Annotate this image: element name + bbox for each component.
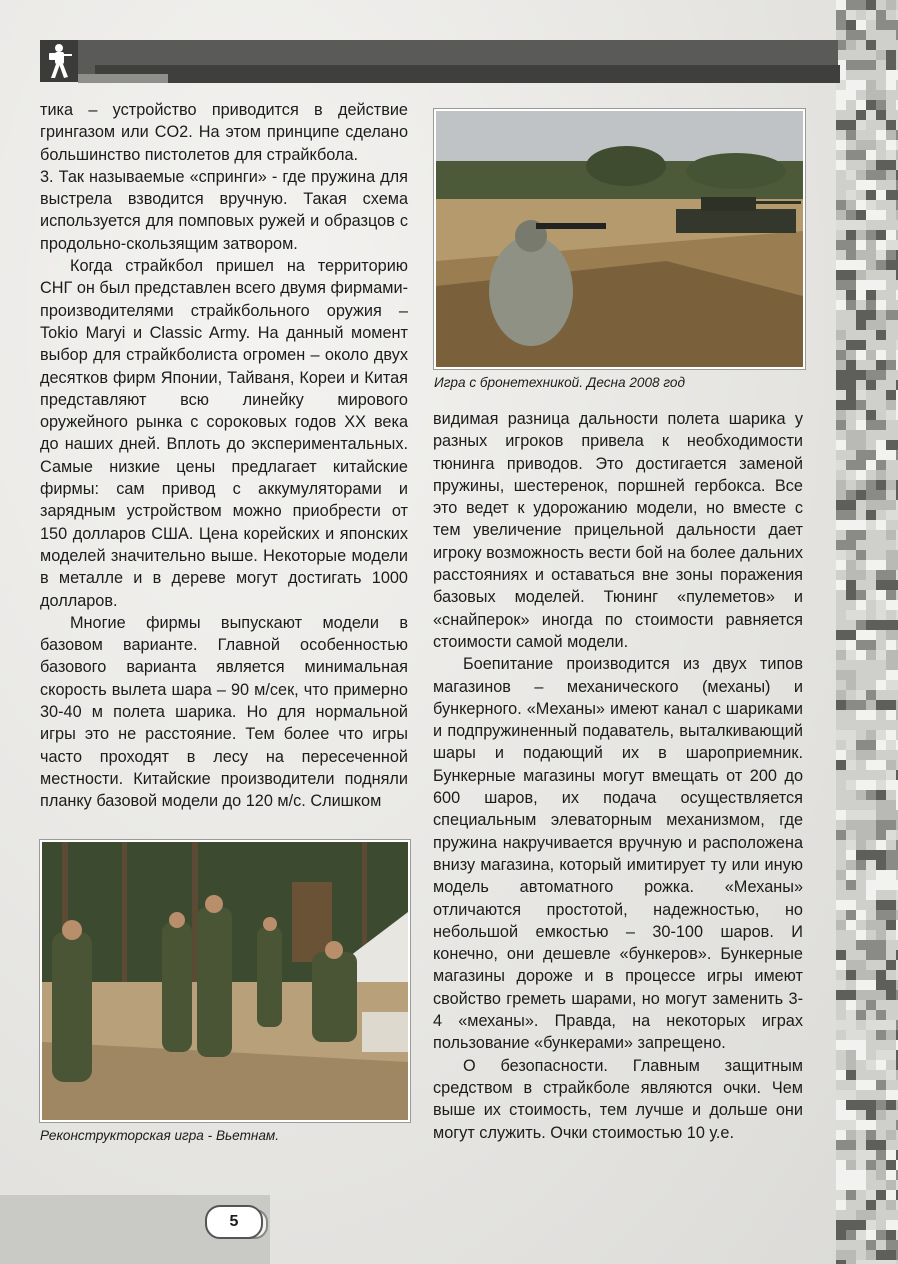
paragraph: Боепитание производится из двух типов магазинов – механического (механы) и бункерного. «Механы» имеют канал с шариками и подпружиненный подаватель, выталкивающий шары и подающий их в шароприемник. Бункерные магазины могут вмещать от 200 до 600 шаров, их подача осуществляется специальным элеваторным механизмом, где пружина накручивается вручную и расположена внизу магазина, который имитирует ту или иную модель автоматного рожка. «Механы» отличаются простотой, надежностью, но небольшой емкостью – 30-100 шаров. И конечно, они дешевле «бункеров». Бункерные магазины дороже и в процессе игры имеют свойство греметь шарами, но могут заменить 3-4 «механы». Правда, на некоторых играх пользование «бункерами» запрещено.: [433, 655, 803, 1053]
photo-vietnam-reenactment: [40, 840, 410, 1122]
left-column: [40, 99, 408, 813]
right-column: [433, 408, 803, 1144]
photo-caption: Игра с бронетехникой. Десна 2008 год: [434, 375, 686, 390]
camo-sidebar: [836, 0, 898, 1264]
paragraph: видимая разница дальности полета шарика у разных игроков привела к необходимости тюнинга приводов. Это достигается заменой пружины, шестеренок, поршней гербокса. Все это ведет к удорожанию модели, но вместе с тем увеличение прицельной дальности дает игроку возможность вести бой на более дальних расстояниях и оставаться вне зоны поражения базовых моделей. Тюнинг «пулеметов» и «снайперок» иногда по стоимости равняется стоимости самой модели.: [433, 410, 803, 651]
header-tab: [40, 40, 78, 82]
photo-vietnam-reenactment-image: [42, 842, 408, 1120]
soldier-icon: [40, 40, 78, 82]
photo-caption: Реконструкторская игра - Вьетнам.: [40, 1128, 280, 1143]
paragraph: тика – устройство приводится в действие грингазом или CO2. На этом принципе сделано большинство пистолетов для страйкбола.: [40, 101, 408, 164]
photo-armor-game: [434, 109, 805, 369]
paragraph: Многие фирмы выпускают модели в базовом варианте. Главной особенностью базового варианта является минимальная скорость вылета шара – 90 м/сек, что примерно 30-40 м полета шарика. Но для нормальной игры это не расстояние. Тем более что игры часто проходят в лесу на пересеченной местности. Китайские производители подняли планку базовой модели до 120 м/с. Слишком: [40, 613, 408, 811]
paragraph: 3. Так называемые «спринги» - где пружина для выстрела взводится вручную. Такая схема используется для помповых ружей и образцов с продольно-скользящим затвором.: [40, 167, 408, 253]
page-number: 5: [205, 1205, 263, 1239]
paragraph: Когда страйкбол пришел на территорию СНГ он был представлен всего двумя фирмами-производителями страйкбольного оружия – Tokio Maryi и Classic Army. На данный момент выбор для страйкболиста огромен – около двух десятков фирм Японии, Тайваня, Кореи и Китая представляют всю линейку мирового оружейного рынка с сороковых годов XX века до наших дней. Вплоть до экспериментальных. Самые низкие цены предлагает китайские фирмы: сам привод с аккумуляторами и зарядным устройством можно приобрести от 150 долларов США. Цена корейских и японских моделей значительно выше. Некоторые модели в металле и в дереве могут достигать 1000 долларов.: [40, 257, 408, 610]
header-band-stripe: [95, 65, 840, 83]
photo-armor-game-image: [436, 111, 803, 367]
paragraph: О безопасности. Главным защитным средством в страйкболе являются очки. Чем выше их стоимость, тем лучше и дольше они могут служить. Очки стоимостью 10 у.е.: [433, 1056, 803, 1142]
header-band-accent: [78, 74, 168, 83]
